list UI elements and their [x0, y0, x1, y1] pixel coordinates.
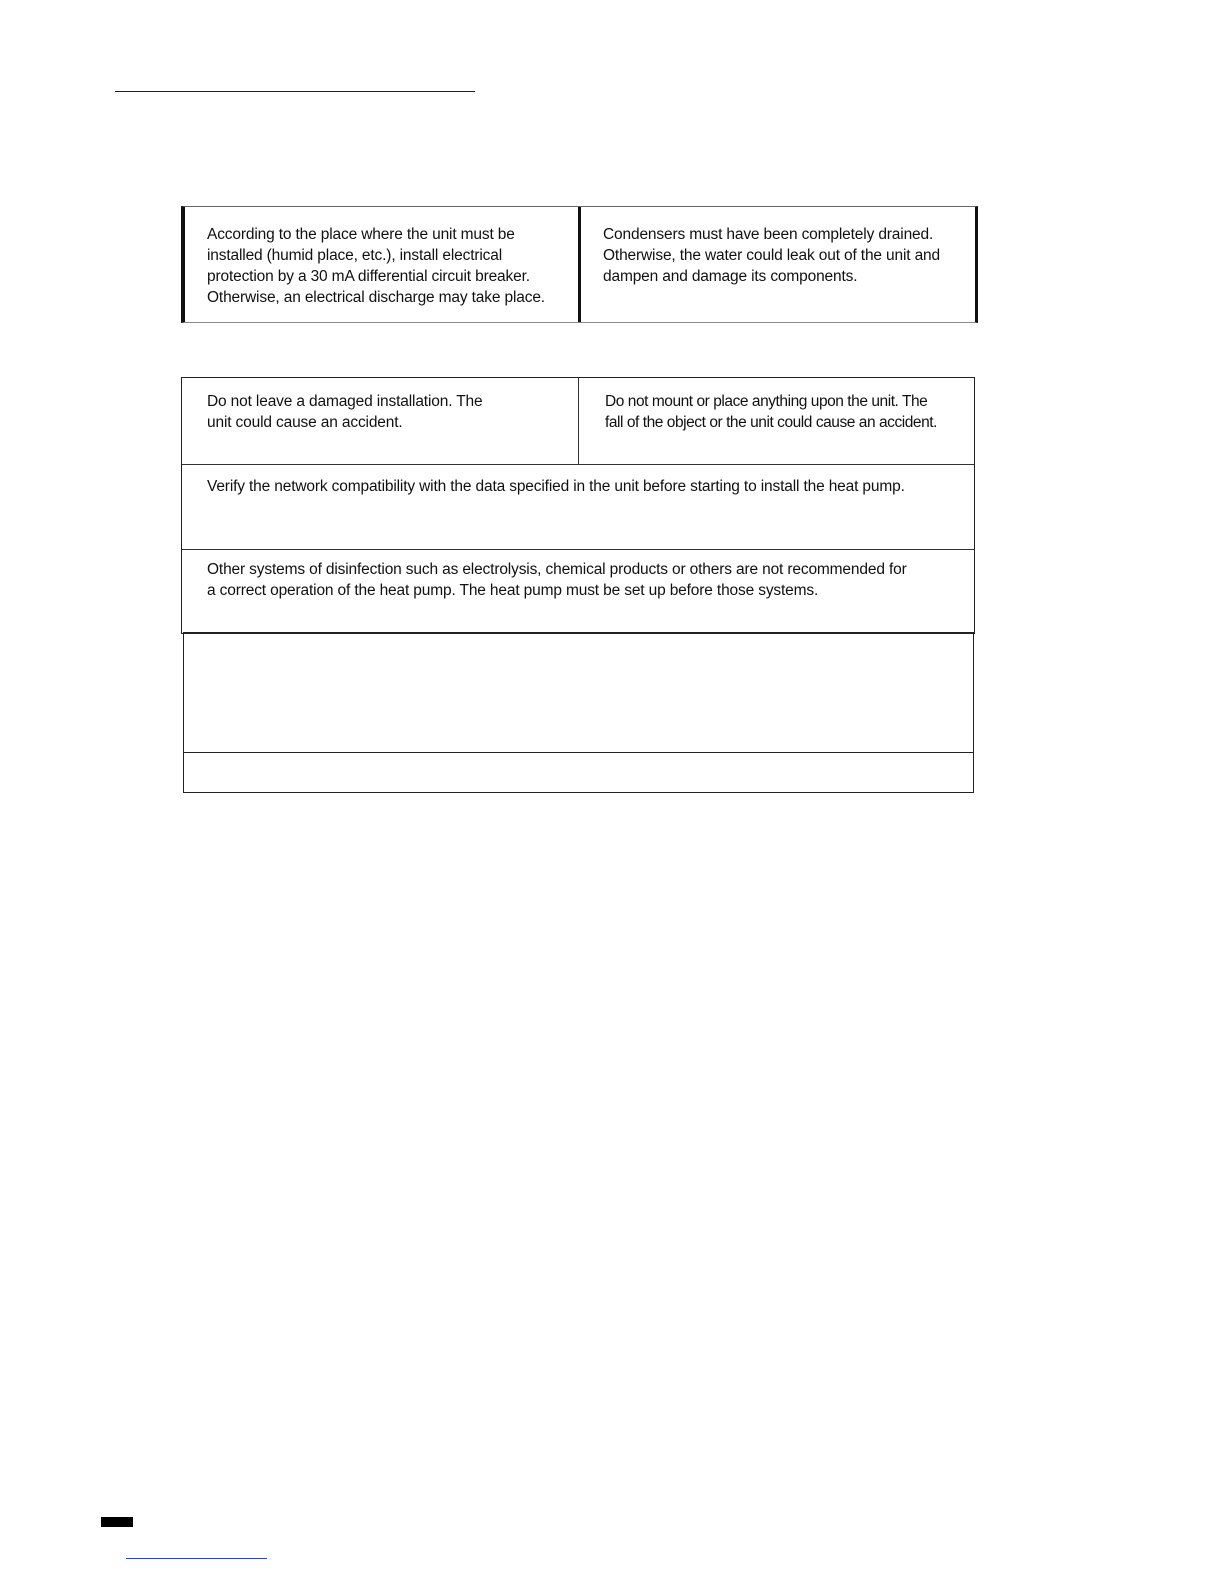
text-line: fall of the object or the unit could cause an accident.	[605, 414, 937, 431]
header-rule	[115, 91, 475, 92]
text-line: a correct operation of the heat pump. The heat pump must be set up before those systems.	[207, 582, 819, 599]
column-divider	[578, 207, 581, 322]
column-divider	[578, 378, 579, 464]
text-line: Verify the network compatibility with the data specified in the unit before starting to install the heat pump.	[207, 478, 905, 495]
empty-table	[183, 632, 974, 793]
warning-cell-circuit-breaker	[207, 224, 572, 308]
caution-row-disinfection	[182, 549, 974, 633]
caution-cell-damaged-installation	[207, 391, 567, 433]
caution-row-network	[182, 464, 974, 550]
text-line: Condensers must have been completely drained.	[603, 226, 934, 243]
text-line: dampen and damage its components.	[603, 268, 858, 285]
text-line: Do not leave a damaged installation. The	[207, 393, 483, 410]
page-marker	[101, 1517, 133, 1527]
text-line: Otherwise, the water could leak out of the unit and	[603, 247, 940, 264]
caution-table	[181, 377, 975, 634]
text-line: Do not mount or place anything upon the unit. The	[605, 393, 928, 410]
caution-cell-disinfection-systems	[207, 559, 967, 601]
warning-table-electrical	[181, 206, 978, 323]
warning-cell-condensers	[603, 224, 975, 287]
text-line: installed (humid place, etc.), install electrical	[207, 247, 503, 264]
caution-row-accident	[182, 378, 974, 465]
text-line: unit could cause an accident.	[207, 414, 403, 431]
caution-cell-do-not-mount	[605, 391, 970, 433]
text-line: According to the place where the unit must be	[207, 226, 515, 243]
row-divider	[184, 752, 973, 753]
text-line: Other systems of disinfection such as electrolysis, chemical products or others are not recommended for	[207, 561, 907, 578]
footer-rule	[126, 1558, 267, 1559]
caution-cell-network-compatibility	[207, 476, 967, 497]
text-line: protection by a 30 mA differential circuit breaker.	[207, 268, 530, 285]
text-line: Otherwise, an electrical discharge may take place.	[207, 289, 545, 306]
